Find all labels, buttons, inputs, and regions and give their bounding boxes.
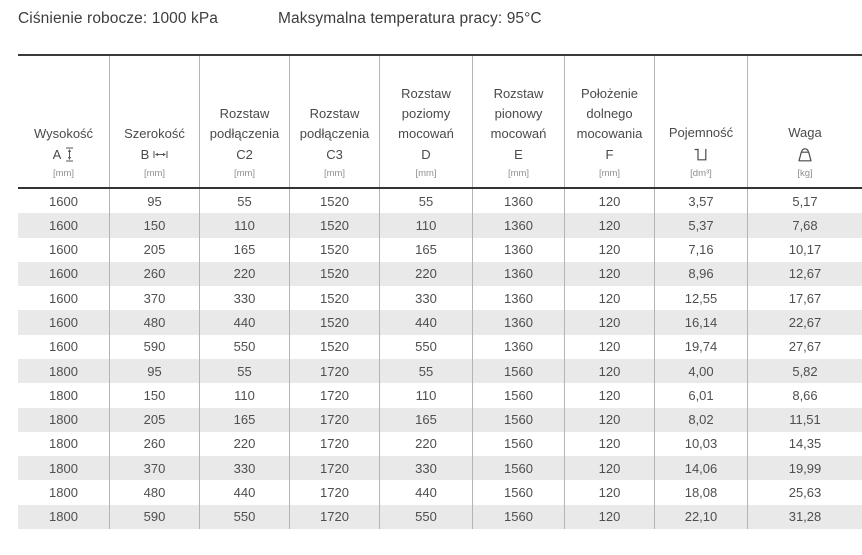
column-title: mocowań <box>490 126 547 141</box>
table-cell: 12,55 <box>655 286 748 310</box>
table-cell: 1600 <box>18 286 110 310</box>
table-cell: 1600 <box>18 213 110 237</box>
table-row <box>18 335 862 359</box>
table-cell: 1560 <box>473 383 565 407</box>
table-row <box>18 213 862 237</box>
table-cell: 165 <box>200 408 290 432</box>
column-title: Szerokość <box>124 126 185 141</box>
capacity-icon <box>694 146 709 162</box>
table-cell: 1360 <box>473 310 565 334</box>
table-cell: 8,02 <box>655 408 748 432</box>
column-title: mocowań <box>398 126 454 141</box>
column-code: B <box>140 147 150 162</box>
column-unit: [dm³] <box>690 168 712 179</box>
table-cell: 95 <box>110 189 200 213</box>
table-cell: 1360 <box>473 189 565 213</box>
table-cell: 120 <box>565 456 655 480</box>
table-cell: 18,08 <box>655 480 748 504</box>
table-cell: 110 <box>200 383 290 407</box>
column-code: C3 <box>326 147 343 162</box>
table-cell: 480 <box>110 310 200 334</box>
header-cell-capacity <box>655 56 748 187</box>
table-row <box>18 408 862 432</box>
width-dimension-icon <box>153 150 168 159</box>
header-cell-vertical-mounting-spacing <box>473 56 565 187</box>
column-title: podłączenia <box>209 126 280 141</box>
column-code: C2 <box>236 147 253 162</box>
table-cell: 14,35 <box>788 436 822 452</box>
column-title: Rozstaw <box>493 86 544 101</box>
table-cell: 120 <box>565 286 655 310</box>
column-title: Położenie <box>580 86 639 101</box>
table-cell: 27,67 <box>788 339 822 355</box>
table-cell: 1800 <box>18 456 110 480</box>
table-cell: 120 <box>565 480 655 504</box>
column-title: Wysokość <box>33 126 94 141</box>
table-cell: 220 <box>380 262 473 286</box>
column-icon-line <box>794 143 816 165</box>
column-title: Rozstaw <box>401 86 451 101</box>
column-code: A <box>52 147 62 162</box>
table-row <box>18 505 862 529</box>
table-cell: 590 <box>110 335 200 359</box>
table-cell: 110 <box>380 383 473 407</box>
table-cell: 260 <box>110 262 200 286</box>
table-cell: 1560 <box>473 480 565 504</box>
table-cell: 1720 <box>290 408 380 432</box>
table-cell: 1720 <box>290 505 380 529</box>
table-cell: 1520 <box>290 310 380 334</box>
table-cell: 220 <box>200 432 290 456</box>
table-row <box>18 262 862 286</box>
table-row <box>18 286 862 310</box>
column-title: poziomy <box>401 106 451 121</box>
column-title: Rozstaw <box>309 106 360 121</box>
table-cell: 25,63 <box>788 485 822 501</box>
weight-icon <box>794 146 816 163</box>
table-cell: 1600 <box>18 335 110 359</box>
table-cell: 1520 <box>290 262 380 286</box>
table-cell: 550 <box>200 335 290 359</box>
table-cell: 55 <box>380 189 473 213</box>
header-cell-connection-spacing-c3 <box>290 56 380 187</box>
table-cell: 19,74 <box>655 335 748 359</box>
table-cell: 16,14 <box>655 310 748 334</box>
table-cell: 120 <box>565 238 655 262</box>
table-cell: 1560 <box>473 456 565 480</box>
table-cell: 370 <box>110 286 200 310</box>
header-cell-weight <box>748 56 862 187</box>
table-cell: 440 <box>200 480 290 504</box>
table-cell: 1560 <box>473 505 565 529</box>
spec-table <box>18 54 862 529</box>
table-cell: 550 <box>200 505 290 529</box>
column-unit: [kg] <box>797 168 813 179</box>
column-title: podłączenia <box>299 126 370 141</box>
table-cell: 1600 <box>18 310 110 334</box>
table-cell: 120 <box>565 505 655 529</box>
table-cell: 1720 <box>290 456 380 480</box>
column-unit: [mm] <box>598 168 621 179</box>
table-row <box>18 238 862 262</box>
table-cell: 120 <box>565 262 655 286</box>
header-cell-connection-spacing-c2 <box>200 56 290 187</box>
column-unit: [mm] <box>233 168 256 179</box>
table-cell: 440 <box>380 310 473 334</box>
height-dimension-icon <box>65 147 74 162</box>
table-row <box>18 359 862 383</box>
column-code: F <box>605 147 614 162</box>
table-cell: 1520 <box>290 286 380 310</box>
table-cell: 1520 <box>290 238 380 262</box>
table-cell: 165 <box>380 408 473 432</box>
table-cell: 120 <box>565 432 655 456</box>
table-cell: 6,01 <box>655 383 748 407</box>
table-cell: 550 <box>380 335 473 359</box>
table-cell: 1360 <box>473 335 565 359</box>
table-cell: 1360 <box>473 213 565 237</box>
table-cell: 22,67 <box>788 315 822 331</box>
table-cell: 1800 <box>18 505 110 529</box>
table-cell: 370 <box>110 456 200 480</box>
table-cell: 120 <box>565 383 655 407</box>
table-cell: 14,06 <box>655 456 748 480</box>
table-cell: 1720 <box>290 480 380 504</box>
table-header-row <box>18 54 862 189</box>
table-cell: 120 <box>565 310 655 334</box>
table-cell: 1800 <box>18 359 110 383</box>
table-cell: 1600 <box>18 189 110 213</box>
header-cell-lower-mounting-position <box>565 56 655 187</box>
table-cell: 1600 <box>18 238 110 262</box>
table-cell: 95 <box>110 359 200 383</box>
table-body <box>18 189 862 529</box>
table-cell: 480 <box>110 480 200 504</box>
table-cell: 150 <box>110 213 200 237</box>
table-cell: 165 <box>200 238 290 262</box>
table-cell: 440 <box>200 310 290 334</box>
table-cell: 330 <box>380 286 473 310</box>
table-cell: 1360 <box>473 286 565 310</box>
table-cell: 1560 <box>473 432 565 456</box>
table-cell: 205 <box>110 408 200 432</box>
column-unit: [mm] <box>415 168 437 179</box>
table-cell: 12,67 <box>788 266 822 282</box>
table-cell: 330 <box>200 286 290 310</box>
table-cell: 22,10 <box>655 505 748 529</box>
table-cell: 1800 <box>18 480 110 504</box>
column-code-line <box>141 144 169 165</box>
table-cell: 19,99 <box>788 460 822 476</box>
table-cell: 1560 <box>473 408 565 432</box>
header-cell-width <box>110 56 200 187</box>
table-cell: 1360 <box>473 238 565 262</box>
table-row <box>18 189 862 213</box>
table-cell: 10,03 <box>655 432 748 456</box>
table-cell: 1520 <box>290 189 380 213</box>
column-code: D <box>421 147 431 162</box>
working-pressure-label: Ciśnienie robocze: 1000 kPa <box>18 10 219 27</box>
table-cell: 5,37 <box>655 213 748 237</box>
column-code-line <box>53 144 75 165</box>
column-unit: [mm] <box>507 168 530 179</box>
table-cell: 8,96 <box>655 262 748 286</box>
table-row <box>18 456 862 480</box>
table-row <box>18 310 862 334</box>
column-title: Waga <box>788 125 822 140</box>
column-unit: [mm] <box>323 168 346 179</box>
table-cell: 4,00 <box>655 359 748 383</box>
table-cell: 1800 <box>18 432 110 456</box>
table-cell: 165 <box>380 238 473 262</box>
column-title: dolnego <box>586 106 633 121</box>
column-icon-line <box>694 143 709 165</box>
table-row <box>18 480 862 504</box>
table-cell: 220 <box>200 262 290 286</box>
table-cell: 550 <box>380 505 473 529</box>
table-cell: 150 <box>110 383 200 407</box>
table-cell: 11,51 <box>789 412 821 428</box>
table-cell: 5,17 <box>792 193 818 209</box>
column-code: E <box>514 147 523 162</box>
column-unit: [mm] <box>52 168 75 179</box>
table-cell: 440 <box>380 480 473 504</box>
table-cell: 7,68 <box>792 217 818 233</box>
header-cell-height <box>18 56 110 187</box>
table-cell: 1720 <box>290 359 380 383</box>
table-cell: 1520 <box>290 335 380 359</box>
table-cell: 1720 <box>290 383 380 407</box>
table-cell: 5,82 <box>792 363 818 379</box>
table-cell: 330 <box>200 456 290 480</box>
table-cell: 110 <box>200 213 290 237</box>
max-temperature-label: Maksymalna temperatura pracy: 95°C <box>278 10 542 27</box>
table-cell: 205 <box>110 238 200 262</box>
table-cell: 120 <box>565 359 655 383</box>
info-bar <box>0 10 862 32</box>
table-cell: 1800 <box>18 408 110 432</box>
column-title: pionowy <box>494 106 543 121</box>
table-cell: 8,66 <box>792 387 818 403</box>
table-cell: 120 <box>565 408 655 432</box>
table-cell: 17,67 <box>788 290 822 306</box>
table-cell: 31,28 <box>788 509 822 525</box>
table-cell: 55 <box>200 359 290 383</box>
column-title: Pojemność <box>668 125 734 140</box>
header-cell-horizontal-mounting-spacing <box>380 56 473 187</box>
table-cell: 1360 <box>473 262 565 286</box>
table-cell: 1560 <box>473 359 565 383</box>
table-cell: 110 <box>380 213 473 237</box>
table-cell: 120 <box>565 335 655 359</box>
table-cell: 120 <box>565 189 655 213</box>
table-row <box>18 432 862 456</box>
table-cell: 55 <box>380 359 473 383</box>
table-cell: 260 <box>110 432 200 456</box>
table-cell: 330 <box>380 456 473 480</box>
table-cell: 1800 <box>18 383 110 407</box>
table-cell: 55 <box>200 189 290 213</box>
table-cell: 3,57 <box>655 189 748 213</box>
table-cell: 1520 <box>290 213 380 237</box>
column-title: mocowania <box>576 126 643 141</box>
table-cell: 1600 <box>18 262 110 286</box>
table-cell: 590 <box>110 505 200 529</box>
table-cell: 1720 <box>290 432 380 456</box>
column-title: Rozstaw <box>219 106 270 121</box>
table-cell: 7,16 <box>655 238 748 262</box>
table-row <box>18 383 862 407</box>
table-cell: 120 <box>565 213 655 237</box>
column-unit: [mm] <box>143 168 166 179</box>
table-cell: 220 <box>380 432 473 456</box>
table-cell: 10,17 <box>788 242 822 258</box>
